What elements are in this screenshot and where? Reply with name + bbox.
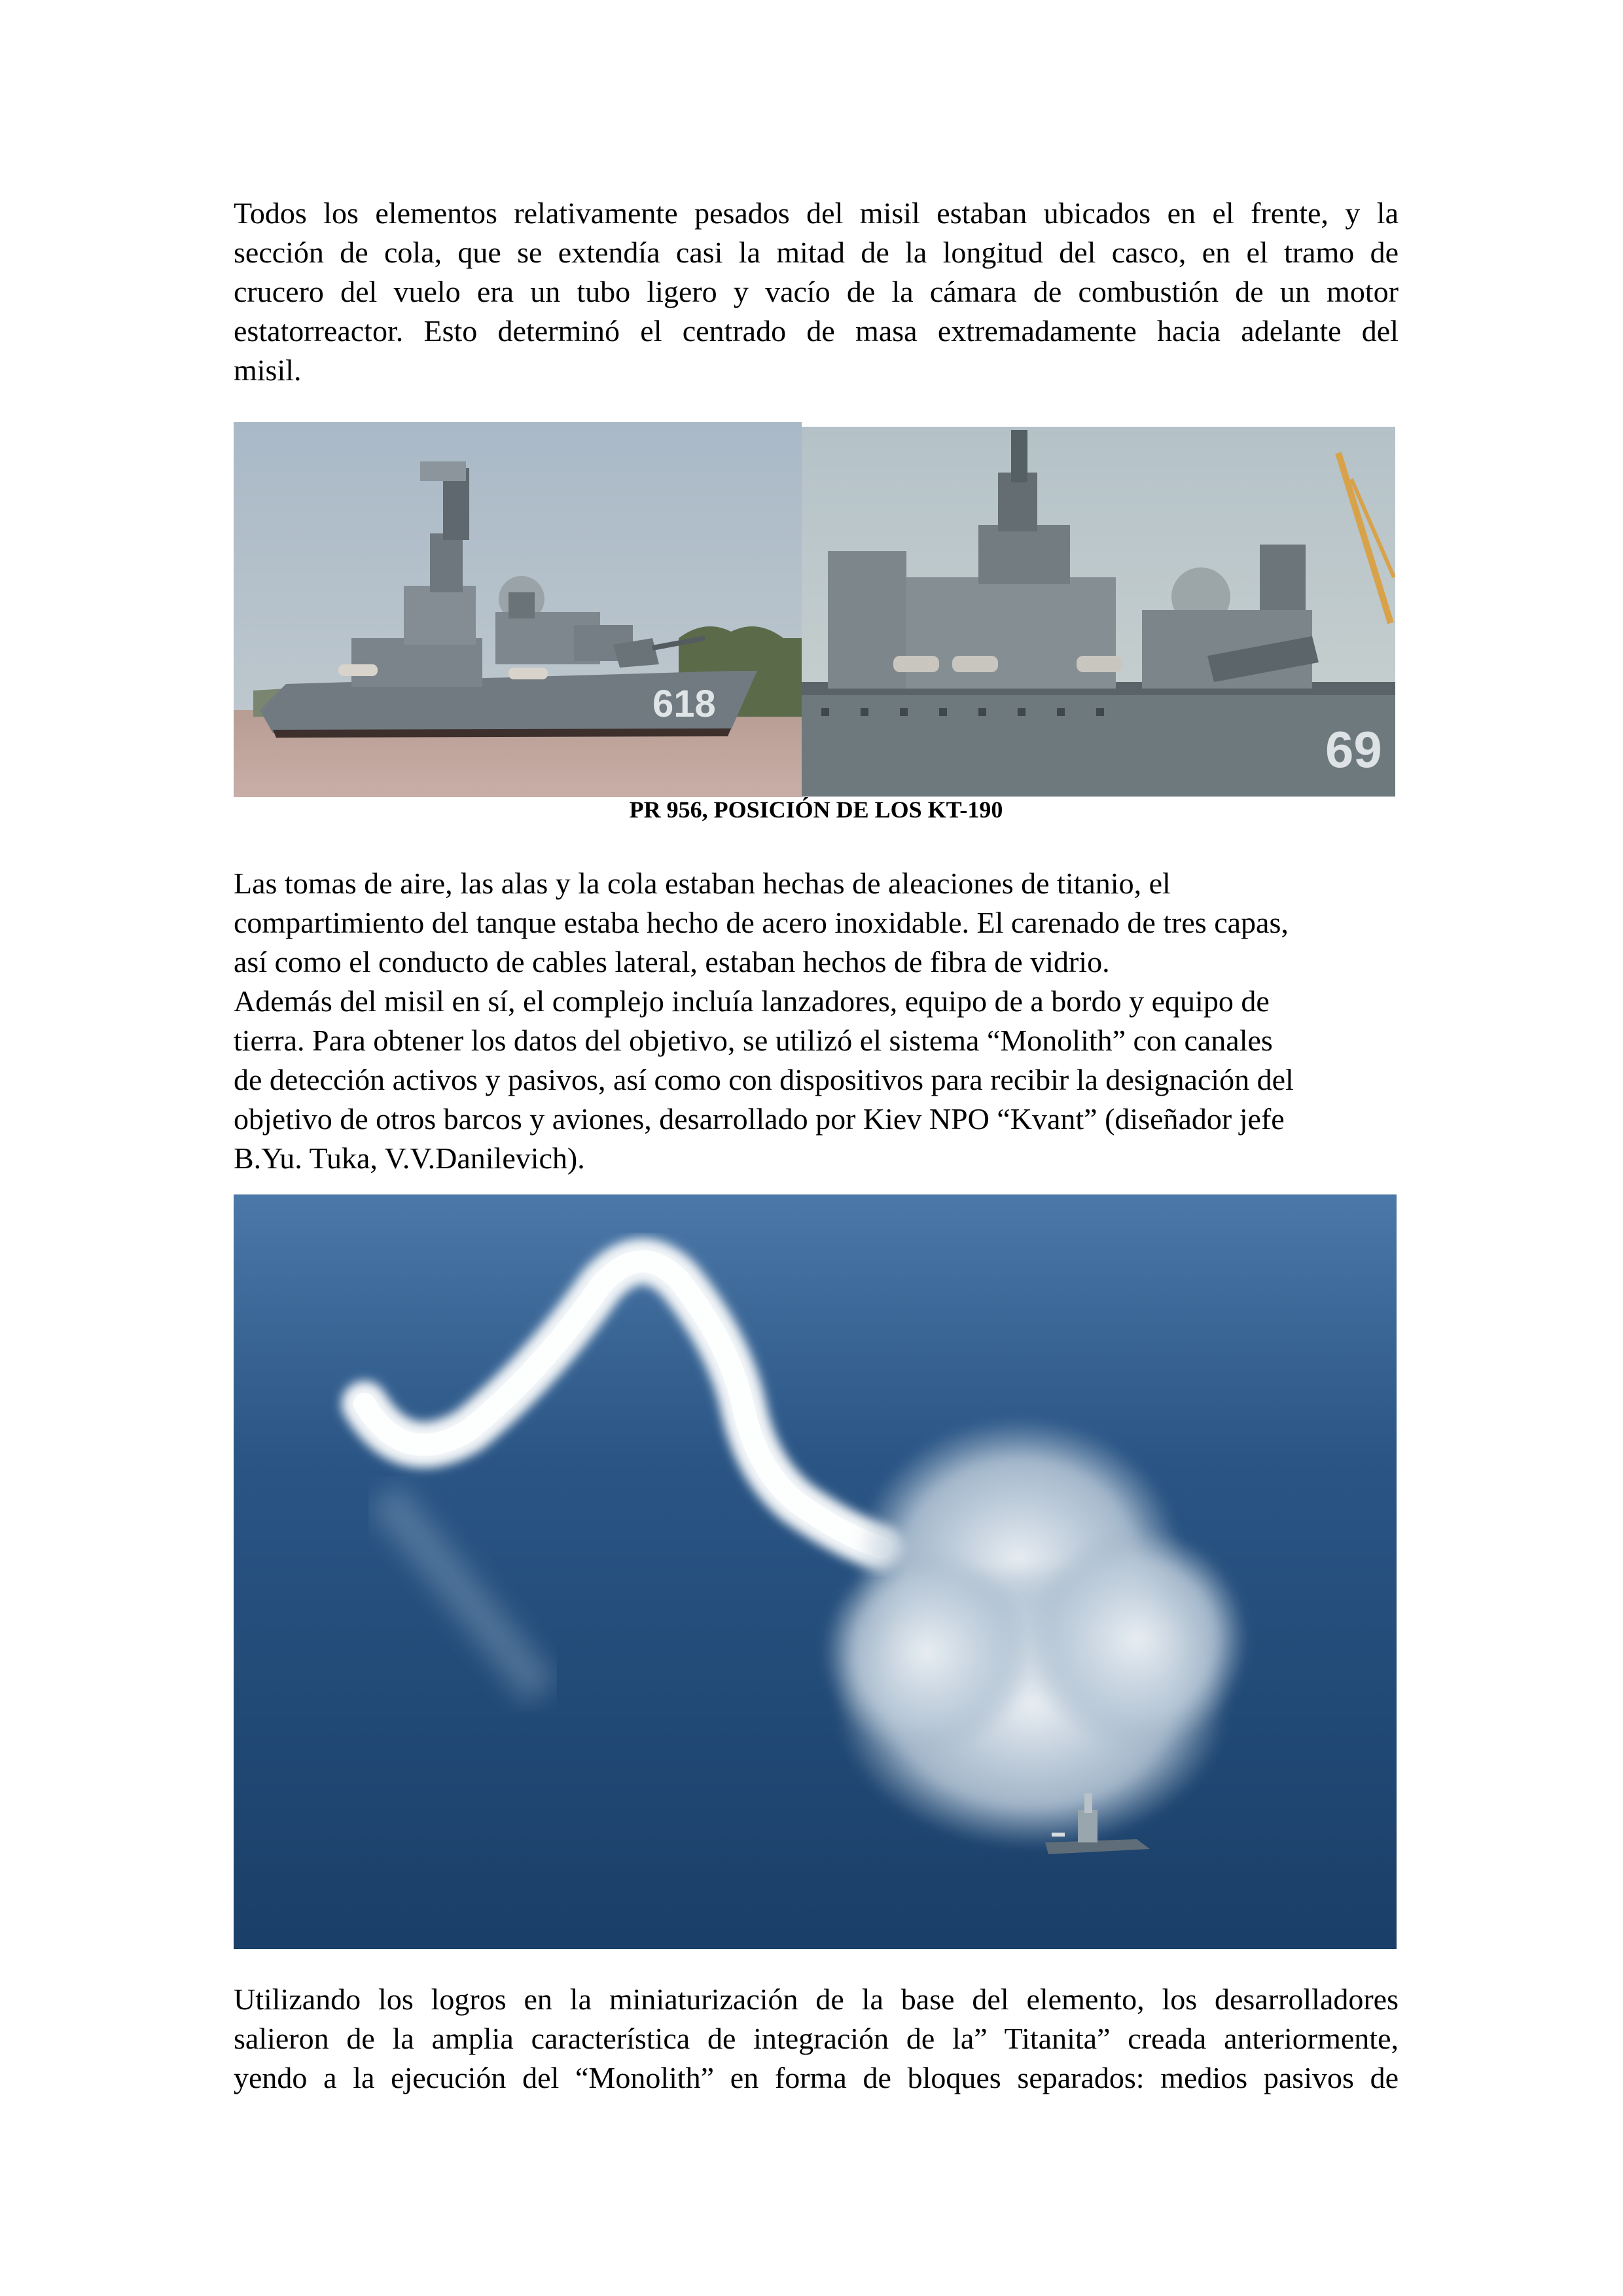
missile-launch-photo xyxy=(234,1194,1397,1949)
text-line: de detección activos y pasivos, así como con dispositivos para recibir la designación del xyxy=(234,1063,1294,1096)
text-line: crucero del vuelo era un tubo ligero y vacío de la cámara de combustión de un motor xyxy=(234,275,1399,308)
text-line: yendo a la ejecución del “Monolith” en forma de bloques separados: medios pasivos de xyxy=(234,2061,1399,2094)
text-line: misil. xyxy=(234,353,302,387)
text-line: tierra. Para obtener los datos del objetivo, se utilizó el sistema “Monolith” con canales xyxy=(234,1024,1273,1057)
text-line: Además del misil en sí, el complejo incluía lanzadores, equipo de a bordo y equipo de xyxy=(234,984,1270,1018)
text-line: compartimiento del tanque estaba hecho de acero inoxidable. El carenado de tres capas, xyxy=(234,906,1289,939)
text-line: Las tomas de aire, las alas y la cola estaban hechas de aleaciones de titanio, el xyxy=(234,867,1171,900)
paragraph-2 xyxy=(234,864,1399,1178)
destroyer-photo-left xyxy=(234,422,802,797)
text-line: Utilizando los logros en la miniaturización de la base del elemento, los desarrolladores xyxy=(234,1982,1399,2016)
text-line: sección de cola, que se extendía casi la mitad de la longitud del casco, en el tramo de xyxy=(234,236,1399,269)
text-line: Todos los elementos relativamente pesados del misil estaban ubicados en el frente, y la xyxy=(234,196,1399,230)
hull-number-left: 618 xyxy=(652,683,716,725)
destroyer-photo-right xyxy=(802,427,1395,797)
paragraph-3 xyxy=(234,1980,1399,2098)
text-line: B.Yu. Tuka, V.V.Danilevich). xyxy=(234,1141,585,1175)
text-line: salieron de la amplia característica de integración de la” Titanita” creada anteriormente, xyxy=(234,2022,1399,2055)
paragraph-1 xyxy=(234,194,1399,390)
figure-caption: PR 956, POSICIÓN DE LOS KT-190 xyxy=(629,797,1003,823)
text-line: así como el conducto de cables lateral, estaban hechos de fibra de vidrio. xyxy=(234,945,1110,978)
text-line: objetivo de otros barcos y aviones, desarrollado por Kiev NPO “Kvant” (diseñador jefe xyxy=(234,1102,1285,1136)
text-line: estatorreactor. Esto determinó el centrado de masa extremadamente hacia adelante del xyxy=(234,314,1399,348)
hull-number-right: 69 xyxy=(1325,721,1382,778)
